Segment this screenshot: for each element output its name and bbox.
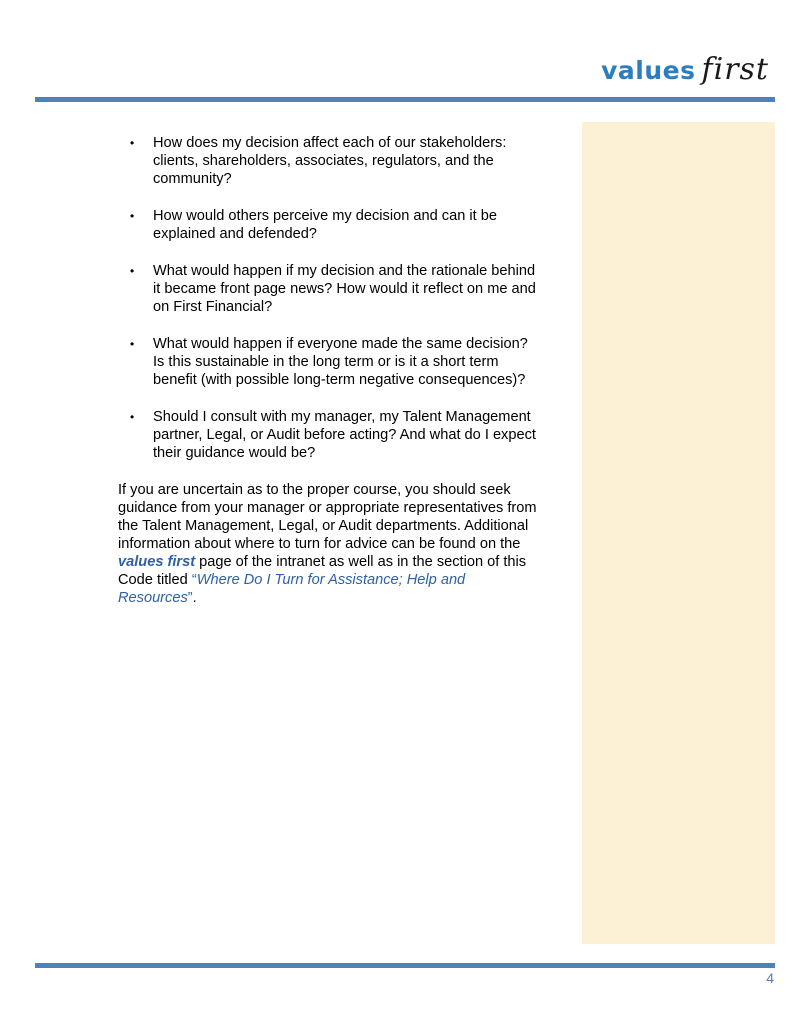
list-item-text: How would others perceive my decision and can it be explained and defended? — [153, 208, 497, 242]
bullet-icon: • — [130, 136, 135, 150]
list-item-text: How does my decision affect each of our stakeholders: clients, shareholders, associates, regulators, and the community? — [153, 135, 507, 187]
quote-open: “ — [191, 572, 197, 588]
list-item-text: Should I consult with my manager, my Talent Management partner, Legal, or Audit before acting? And what do I expect their guidance would be? — [153, 409, 536, 461]
header-rule — [35, 97, 775, 102]
values-first-logo — [601, 52, 769, 87]
closing-text-1: If you are uncertain as to the proper course, you should seek guidance from your manager or appropriate representatives from the Talent Management, Legal, or Audit departments. Additional information about where to turn for advice can be found on the — [118, 482, 537, 552]
page-number: 4 — [766, 970, 774, 986]
list-item — [118, 408, 538, 462]
quote-close: ” — [187, 590, 193, 606]
list-item — [118, 207, 538, 243]
bullet-icon: • — [130, 209, 135, 223]
question-list — [118, 134, 538, 462]
logo-word-first: first — [701, 52, 769, 87]
bullet-icon: • — [130, 410, 135, 424]
bullet-icon: • — [130, 337, 135, 351]
list-item — [118, 134, 538, 188]
closing-paragraph — [118, 481, 538, 607]
closing-period: . — [192, 590, 197, 606]
sidebar-panel — [582, 122, 775, 944]
list-item-text: What would happen if everyone made the same decision? Is this sustainable in the long term or is it a short term benefit (with possible long-term negative consequences)? — [153, 336, 528, 388]
list-item-text: What would happen if my decision and the rationale behind it became front page news? How would it reflect on me and on First Financial? — [153, 263, 536, 315]
bullet-icon: • — [130, 264, 135, 278]
section-title-link[interactable]: Where Do I Turn for Assistance; Help and Resources — [118, 572, 466, 606]
values-first-link[interactable]: values first — [118, 554, 196, 570]
list-item — [118, 262, 538, 316]
footer-rule — [35, 963, 775, 968]
list-item — [118, 335, 538, 389]
logo-word-values: values — [601, 56, 696, 85]
closing-text-2: page of the intranet as well as in the section of this Code titled — [118, 554, 527, 588]
body-content — [118, 134, 538, 607]
